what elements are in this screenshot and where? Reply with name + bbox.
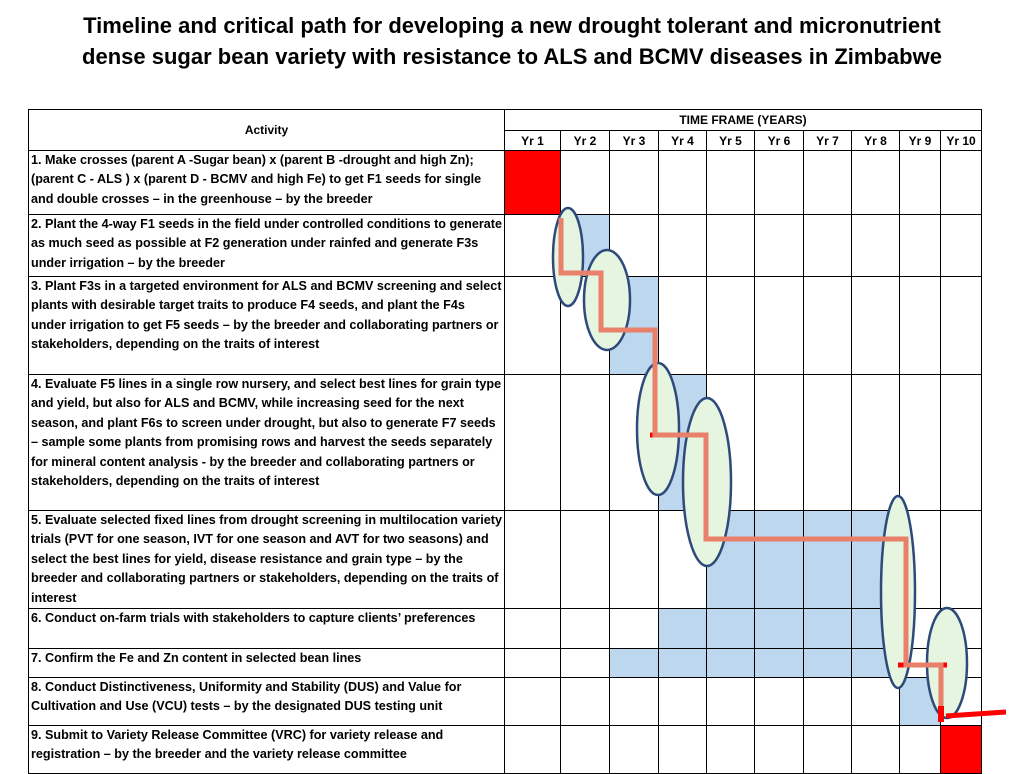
year-header-1: Yr 1	[505, 131, 561, 151]
timeline-cell-active	[852, 511, 900, 609]
activity-label: 7. Confirm the Fe and Zn content in selected bean lines	[29, 649, 505, 678]
timeline-cell	[505, 609, 561, 649]
timeline-cell	[755, 726, 804, 774]
year-header-7: Yr 7	[804, 131, 852, 151]
timeline-cell	[659, 511, 707, 609]
timeline-cell-active	[707, 609, 755, 649]
year-header-6: Yr 6	[755, 131, 804, 151]
timeline-cell	[804, 678, 852, 726]
timeline-cell	[610, 511, 659, 609]
timeline-cell	[852, 151, 900, 215]
activity-row	[29, 678, 982, 726]
timeline-cell	[561, 151, 610, 215]
timeline-cell	[707, 151, 755, 215]
timeline-table	[28, 109, 982, 774]
timeline-cell-active	[852, 649, 900, 678]
timeline-cell	[659, 151, 707, 215]
timeline-cell	[755, 151, 804, 215]
timeline-cell	[561, 375, 610, 511]
timeline-cell	[941, 215, 982, 277]
timeline-cell-active	[707, 511, 755, 609]
year-header-5: Yr 5	[707, 131, 755, 151]
timeline-cell	[659, 678, 707, 726]
timeline-cell	[755, 215, 804, 277]
timeline-cell	[610, 678, 659, 726]
timeline-cell	[755, 375, 804, 511]
timeline-cell	[561, 511, 610, 609]
activity-label: 2. Plant the 4-way F1 seeds in the field under controlled conditions to generate as much seed as possible at F2 generation under rainfed and generate F3s under irrigation – by the breeder	[29, 215, 505, 277]
timeline-cell	[941, 678, 982, 726]
timeline-cell	[561, 678, 610, 726]
year-header-10: Yr 10	[941, 131, 982, 151]
timeline-cell	[659, 215, 707, 277]
timeline-cell	[505, 678, 561, 726]
timeline-cell-active	[755, 609, 804, 649]
header-row	[29, 110, 982, 131]
timeline-cell	[505, 215, 561, 277]
timeline-cell	[941, 649, 982, 678]
timeline-cell	[561, 277, 610, 375]
timeline-cell	[852, 277, 900, 375]
timeline-cell	[900, 511, 941, 609]
timeline-cell	[941, 151, 982, 215]
timeline-cell-active	[610, 277, 659, 375]
activity-row	[29, 215, 982, 277]
timeline-cell	[505, 375, 561, 511]
activity-row	[29, 649, 982, 678]
diagram-title	[20, 10, 1004, 72]
timeline-cell	[941, 511, 982, 609]
timeline-cell	[900, 726, 941, 774]
timeline-cell	[852, 215, 900, 277]
timeline-cell-active	[755, 511, 804, 609]
year-header-2: Yr 2	[561, 131, 610, 151]
activity-label: 8. Conduct Distinctiveness, Uniformity and Stability (DUS) and Value for Cultivation and Use (VCU) tests – by the designated DUS testing unit	[29, 678, 505, 726]
timeline-cell-active	[804, 609, 852, 649]
timeline-cell	[659, 277, 707, 375]
timeline-cell-active	[804, 511, 852, 609]
timeline-cell-active	[659, 609, 707, 649]
year-header-3: Yr 3	[610, 131, 659, 151]
timeline-cell	[804, 215, 852, 277]
timeline-cell	[900, 215, 941, 277]
activity-row	[29, 277, 982, 375]
timeline-cell	[804, 726, 852, 774]
timeline-cell	[755, 277, 804, 375]
timeline-cell	[852, 726, 900, 774]
timeline-cell	[755, 678, 804, 726]
timeline-cell	[900, 375, 941, 511]
timeline-cell	[505, 277, 561, 375]
activity-label: 1. Make crosses (parent A -Sugar bean) x (parent B -drought and high Zn); (parent C - ALS ) x (parent D - BCMV and high Fe) to get F1 seeds for single and double crosses – in the greenhouse – by the breeder	[29, 151, 505, 215]
year-header-8: Yr 8	[852, 131, 900, 151]
activity-label: 5. Evaluate selected fixed lines from drought screening in multilocation variety trials (PVT for one season, IVT for one season and AVT for two seasons) and select the best lines for yield, disease resistance and grain type – by the breeder and collaborating partners or stakeholders, depending on the traits of interest	[29, 511, 505, 609]
timeline-cell-active	[852, 609, 900, 649]
timeline-cell	[941, 609, 982, 649]
timeline-cell	[804, 375, 852, 511]
timeline-cell-active	[755, 649, 804, 678]
timeline-cell	[707, 375, 755, 511]
activity-label: 3. Plant F3s in a targeted environment for ALS and BCMV screening and select plants with desirable target traits to produce F4 seeds, and plant the F4s under irrigation to get F5 seeds – by the breeder and collaborating partners or stakeholders, depending on the traits of interest	[29, 277, 505, 375]
timeline-cell	[561, 609, 610, 649]
timeline-cell	[610, 375, 659, 511]
activity-row	[29, 609, 982, 649]
timeline-cell	[900, 609, 941, 649]
activity-header: Activity	[29, 110, 505, 151]
timeline-cell	[707, 678, 755, 726]
timeline-cell	[505, 511, 561, 609]
activity-label: 9. Submit to Variety Release Committee (VRC) for variety release and registration – by the breeder and the variety release committee	[29, 726, 505, 774]
year-header-4: Yr 4	[659, 131, 707, 151]
activity-row	[29, 511, 982, 609]
activity-row	[29, 726, 982, 774]
timeline-cell	[610, 726, 659, 774]
timeline-cell	[610, 609, 659, 649]
timeline-cell	[804, 151, 852, 215]
timeline-cell	[852, 375, 900, 511]
timeline-cell	[561, 726, 610, 774]
timeline-cell-active	[900, 678, 941, 726]
timeline-cell	[610, 215, 659, 277]
timeline-cell	[707, 277, 755, 375]
timeline-cell	[900, 151, 941, 215]
activity-row	[29, 151, 982, 215]
timeframe-header: TIME FRAME (YEARS)	[505, 110, 982, 131]
year-header-9: Yr 9	[900, 131, 941, 151]
timeline-cell	[900, 649, 941, 678]
timeline-cell	[900, 277, 941, 375]
timeline-cell	[707, 726, 755, 774]
title-line-2: dense sugar bean variety with resistance to ALS and BCMV diseases in Zimbabwe	[82, 44, 942, 69]
timeline-cell	[941, 375, 982, 511]
timeline-cell-milestone	[941, 726, 982, 774]
timeline-cell	[852, 678, 900, 726]
timeline-cell-active	[610, 649, 659, 678]
activity-label: 4. Evaluate F5 lines in a single row nursery, and select best lines for grain type and yield, but also for ALS and BCMV, while increasing seed for the next season, and plant F6s to screen under drought, but also to generate F7 seeds – sample some plants from promising rows and harvest the seeds separately for mineral content analysis - by the breeder and collaborating partners or stakeholders, depending on the traits of interest	[29, 375, 505, 511]
timeline-cell-active	[707, 649, 755, 678]
timeline-cell-active	[659, 649, 707, 678]
timeline-cell	[505, 649, 561, 678]
title-line-1: Timeline and critical path for developing a new drought tolerant and micronutrient	[83, 13, 941, 38]
timeline-cell	[707, 215, 755, 277]
timeline-cell	[804, 277, 852, 375]
activity-row	[29, 375, 982, 511]
timeline-cell	[659, 726, 707, 774]
timeline-cell-milestone	[505, 151, 561, 215]
activity-label: 6. Conduct on-farm trials with stakeholders to capture clients’ preferences	[29, 609, 505, 649]
timeline-cell	[561, 649, 610, 678]
timeline-cell-active	[804, 649, 852, 678]
timeline-cell	[941, 277, 982, 375]
timeline-cell-active	[561, 215, 610, 277]
timeline-cell	[505, 726, 561, 774]
timeline-cell-active	[659, 375, 707, 511]
timeline-cell	[610, 151, 659, 215]
